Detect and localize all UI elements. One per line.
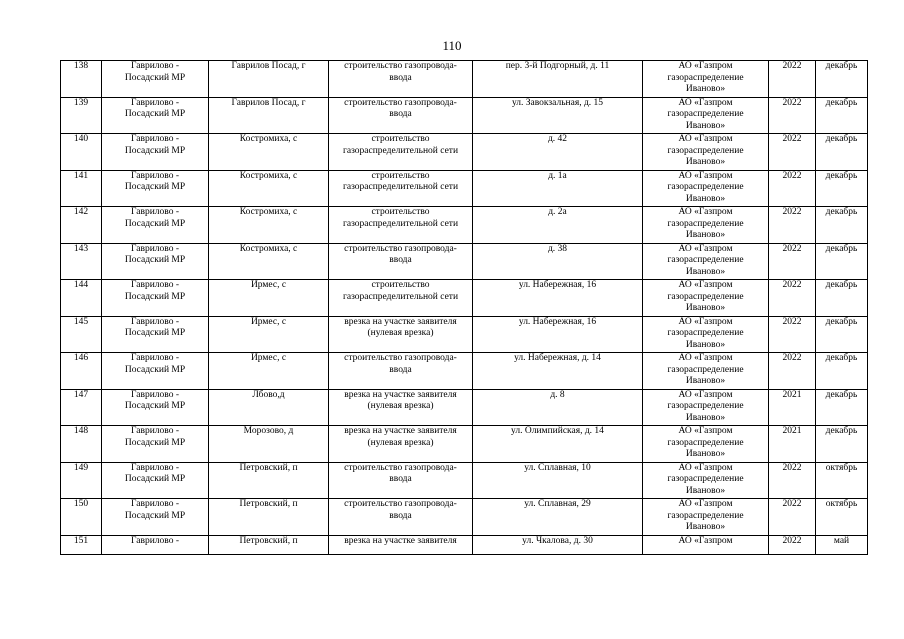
year-cell: 2022	[769, 61, 816, 98]
address-cell: ул. Набережная, 16	[473, 280, 643, 317]
month-cell: декабрь	[816, 243, 868, 280]
row-number-cell: 151	[61, 535, 102, 554]
works-table	[60, 60, 868, 555]
month-cell: декабрь	[816, 97, 868, 134]
locality-cell: Костромиха, с	[209, 207, 329, 244]
locality-cell: Гаврилов Посад, г	[209, 61, 329, 98]
work-type-cell: строительство газопровода- ввода	[329, 97, 473, 134]
work-type-cell: строительство газопровода- ввода	[329, 353, 473, 390]
work-type-cell: строительство газопровода- ввода	[329, 243, 473, 280]
month-cell: декабрь	[816, 389, 868, 426]
table-row	[61, 535, 868, 554]
table-row	[61, 97, 868, 134]
address-cell: д. 8	[473, 389, 643, 426]
address-cell: д. 1а	[473, 170, 643, 207]
locality-cell: Лбово,д	[209, 389, 329, 426]
year-cell: 2022	[769, 280, 816, 317]
year-cell: 2022	[769, 499, 816, 536]
month-cell: декабрь	[816, 280, 868, 317]
district-cell: Гаврилово - Посадский МР	[102, 97, 209, 134]
month-cell: декабрь	[816, 353, 868, 390]
organization-cell: АО «Газпром газораспределение Иваново»	[643, 499, 769, 536]
row-number-cell: 138	[61, 61, 102, 98]
year-cell: 2022	[769, 97, 816, 134]
locality-cell: Морозово, д	[209, 426, 329, 463]
locality-cell: Ирмес, с	[209, 353, 329, 390]
month-cell: декабрь	[816, 426, 868, 463]
locality-cell: Костромиха, с	[209, 134, 329, 171]
address-cell: ул. Сплавная, 29	[473, 499, 643, 536]
address-cell: пер. 3-й Подгорный, д. 11	[473, 61, 643, 98]
address-cell: ул. Завокзальная, д. 15	[473, 97, 643, 134]
locality-cell: Ирмес, с	[209, 316, 329, 353]
month-cell: октябрь	[816, 462, 868, 499]
year-cell: 2021	[769, 426, 816, 463]
organization-cell: АО «Газпром газораспределение Иваново»	[643, 134, 769, 171]
year-cell: 2022	[769, 243, 816, 280]
row-number-cell: 140	[61, 134, 102, 171]
district-cell: Гаврилово - Посадский МР	[102, 134, 209, 171]
row-number-cell: 141	[61, 170, 102, 207]
organization-cell: АО «Газпром газораспределение Иваново»	[643, 353, 769, 390]
address-cell: д. 42	[473, 134, 643, 171]
table-row	[61, 316, 868, 353]
work-type-cell: строительство газораспределительной сети	[329, 207, 473, 244]
table-row	[61, 61, 868, 98]
row-number-cell: 150	[61, 499, 102, 536]
organization-cell: АО «Газпром газораспределение Иваново»	[643, 97, 769, 134]
work-type-cell: строительство газораспределительной сети	[329, 134, 473, 171]
work-type-cell: врезка на участке заявителя (нулевая врезка)	[329, 389, 473, 426]
row-number-cell: 145	[61, 316, 102, 353]
work-type-cell: строительство газораспределительной сети	[329, 170, 473, 207]
district-cell: Гаврилово - Посадский МР	[102, 316, 209, 353]
address-cell: ул. Набережная, 16	[473, 316, 643, 353]
month-cell: октябрь	[816, 499, 868, 536]
table-row	[61, 170, 868, 207]
row-number-cell: 146	[61, 353, 102, 390]
locality-cell: Костромиха, с	[209, 243, 329, 280]
district-cell: Гаврилово - Посадский МР	[102, 170, 209, 207]
address-cell: д. 38	[473, 243, 643, 280]
address-cell: ул. Набережная, д. 14	[473, 353, 643, 390]
month-cell: декабрь	[816, 134, 868, 171]
district-cell: Гаврилово -	[102, 535, 209, 554]
organization-cell: АО «Газпром газораспределение Иваново»	[643, 243, 769, 280]
year-cell: 2022	[769, 353, 816, 390]
table-row	[61, 426, 868, 463]
organization-cell: АО «Газпром газораспределение Иваново»	[643, 389, 769, 426]
district-cell: Гаврилово - Посадский МР	[102, 61, 209, 98]
district-cell: Гаврилово - Посадский МР	[102, 207, 209, 244]
district-cell: Гаврилово - Посадский МР	[102, 353, 209, 390]
table-row	[61, 389, 868, 426]
row-number-cell: 142	[61, 207, 102, 244]
organization-cell: АО «Газпром газораспределение Иваново»	[643, 462, 769, 499]
organization-cell: АО «Газпром газораспределение Иваново»	[643, 170, 769, 207]
district-cell: Гаврилово - Посадский МР	[102, 426, 209, 463]
organization-cell: АО «Газпром газораспределение Иваново»	[643, 61, 769, 98]
district-cell: Гаврилово - Посадский МР	[102, 280, 209, 317]
row-number-cell: 147	[61, 389, 102, 426]
work-type-cell: строительство газораспределительной сети	[329, 280, 473, 317]
year-cell: 2022	[769, 535, 816, 554]
address-cell: ул. Сплавная, 10	[473, 462, 643, 499]
address-cell: ул. Чкалова, д. 30	[473, 535, 643, 554]
table-row	[61, 243, 868, 280]
row-number-cell: 144	[61, 280, 102, 317]
table-row	[61, 207, 868, 244]
year-cell: 2022	[769, 207, 816, 244]
locality-cell: Петровский, п	[209, 535, 329, 554]
table-row	[61, 462, 868, 499]
organization-cell: АО «Газпром газораспределение Иваново»	[643, 316, 769, 353]
month-cell: декабрь	[816, 316, 868, 353]
organization-cell: АО «Газпром газораспределение Иваново»	[643, 207, 769, 244]
year-cell: 2022	[769, 134, 816, 171]
district-cell: Гаврилово - Посадский МР	[102, 499, 209, 536]
table-row	[61, 134, 868, 171]
locality-cell: Гаврилов Посад, г	[209, 97, 329, 134]
district-cell: Гаврилово - Посадский МР	[102, 462, 209, 499]
locality-cell: Петровский, п	[209, 462, 329, 499]
year-cell: 2022	[769, 316, 816, 353]
table-row	[61, 499, 868, 536]
address-cell: д. 2а	[473, 207, 643, 244]
work-type-cell: строительство газопровода- ввода	[329, 462, 473, 499]
row-number-cell: 148	[61, 426, 102, 463]
work-type-cell: врезка на участке заявителя	[329, 535, 473, 554]
year-cell: 2022	[769, 462, 816, 499]
row-number-cell: 139	[61, 97, 102, 134]
organization-cell: АО «Газпром газораспределение Иваново»	[643, 426, 769, 463]
row-number-cell: 143	[61, 243, 102, 280]
year-cell: 2021	[769, 389, 816, 426]
locality-cell: Петровский, п	[209, 499, 329, 536]
year-cell: 2022	[769, 170, 816, 207]
month-cell: декабрь	[816, 170, 868, 207]
table-row	[61, 353, 868, 390]
row-number-cell: 149	[61, 462, 102, 499]
district-cell: Гаврилово - Посадский МР	[102, 389, 209, 426]
locality-cell: Ирмес, с	[209, 280, 329, 317]
table-body	[61, 61, 868, 555]
district-cell: Гаврилово - Посадский МР	[102, 243, 209, 280]
month-cell: декабрь	[816, 207, 868, 244]
organization-cell: АО «Газпром газораспределение Иваново»	[643, 280, 769, 317]
table-row	[61, 280, 868, 317]
organization-cell: АО «Газпром	[643, 535, 769, 554]
work-type-cell: врезка на участке заявителя (нулевая врезка)	[329, 316, 473, 353]
work-type-cell: врезка на участке заявителя (нулевая врезка)	[329, 426, 473, 463]
page-number: 110	[442, 38, 462, 53]
month-cell: декабрь	[816, 61, 868, 98]
work-type-cell: строительство газопровода- ввода	[329, 61, 473, 98]
locality-cell: Костромиха, с	[209, 170, 329, 207]
work-type-cell: строительство газопровода- ввода	[329, 499, 473, 536]
month-cell: май	[816, 535, 868, 554]
address-cell: ул. Олимпийская, д. 14	[473, 426, 643, 463]
